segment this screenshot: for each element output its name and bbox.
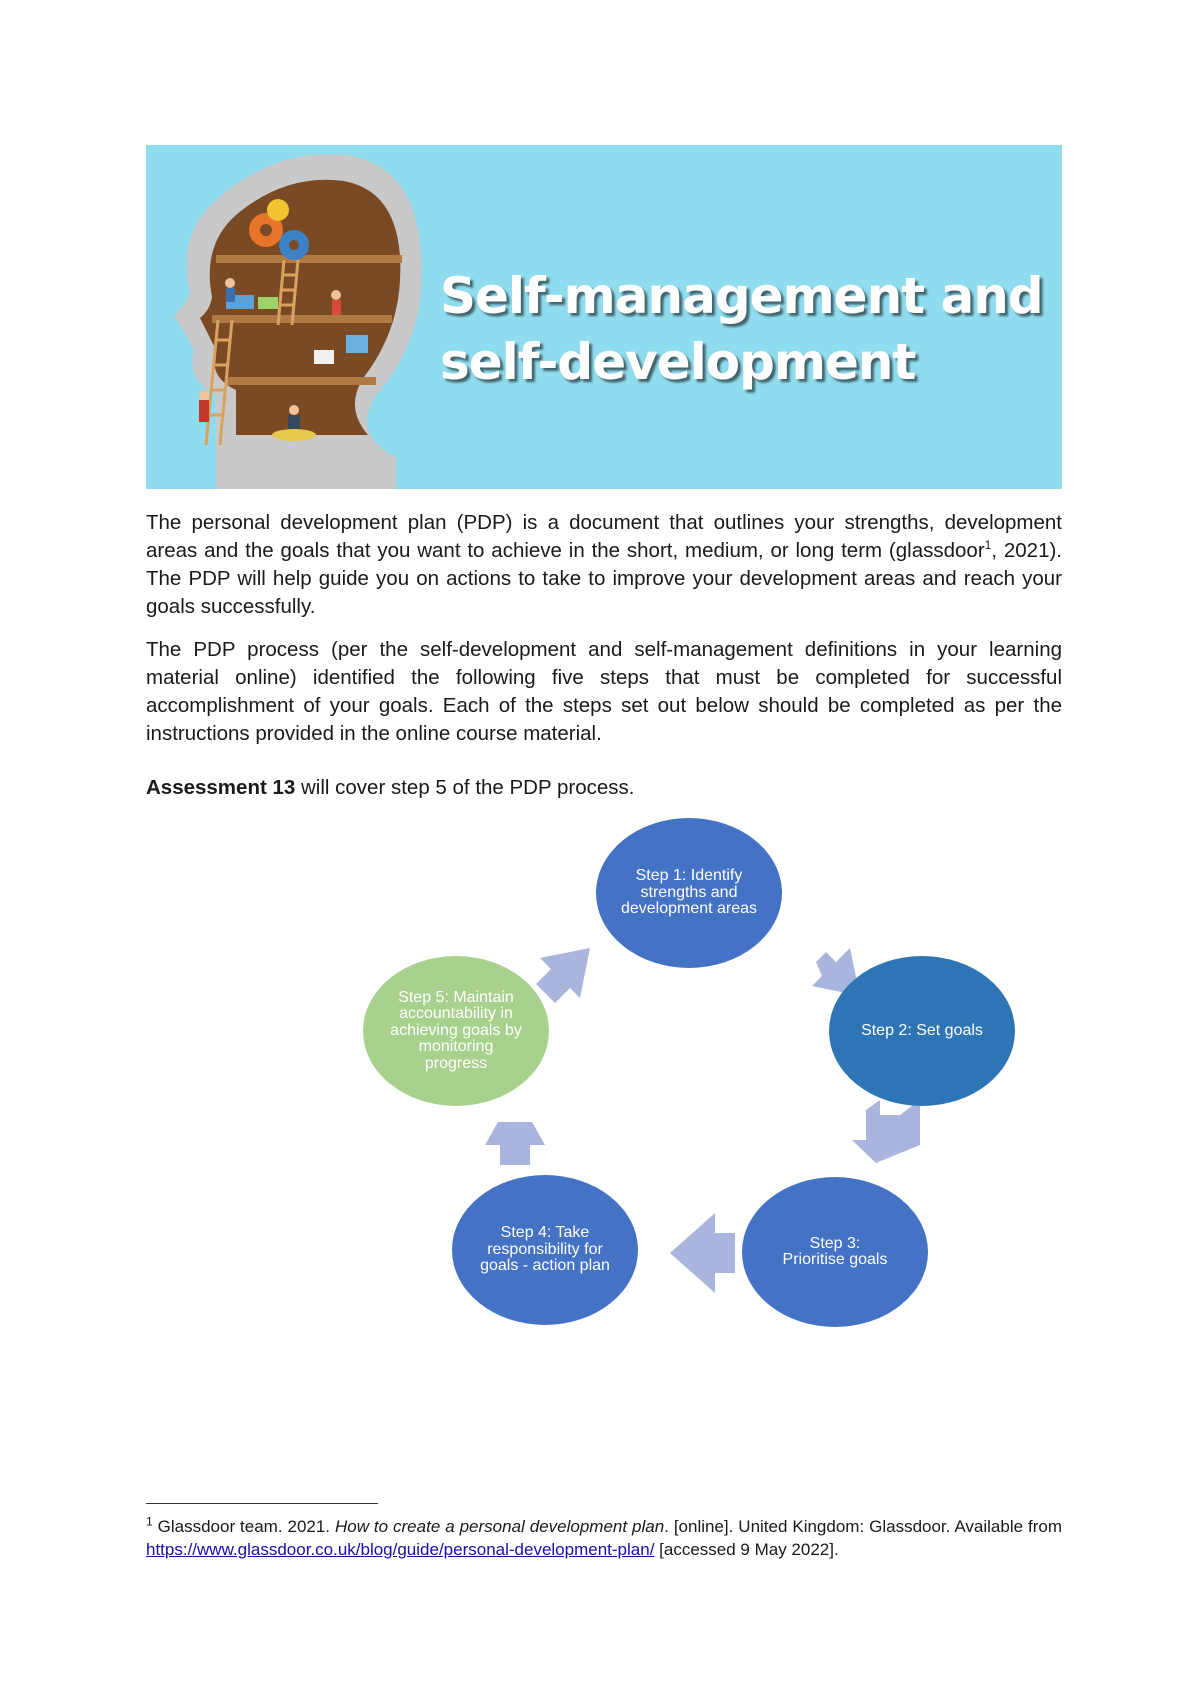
process-paragraph: The PDP process (per the self-development and self-management definitions in your learning material online) identified the following five steps that must be completed for successful accomplishment of your goals. Each of the steps set out below should be completed as per the instructions provided in the online course material.: [146, 638, 1062, 745]
footnote-ref[interactable]: 1: [984, 538, 992, 553]
footnote-title: How to create a personal development plan: [334, 1517, 665, 1536]
intro-text-start: The personal development plan (PDP) is a document that outlines your strengths, development areas and the goals that you want to achieve in the short, medium, or long term (glassdoor: [146, 511, 1062, 562]
step-2-label: Step 2: Set goals: [861, 1021, 983, 1039]
footnote-text-middle: . [online]. United Kingdom: Glassdoor. Available from: [664, 1517, 1062, 1536]
step-3-label: Step 3: Prioritise goals: [782, 1234, 888, 1268]
footnote-separator: [146, 1503, 378, 1504]
footnote-link[interactable]: https://www.glassdoor.co.uk/blog/guide/personal-development-plan/: [146, 1540, 655, 1559]
banner-title-line-1: Self-management and: [440, 267, 1043, 325]
footnote-text-end: [accessed 9 May 2022].: [654, 1540, 839, 1559]
step-1-label: Step 1: Identify strengths and development areas: [620, 867, 758, 918]
step-5-label: Step 5: Maintain accountability in achieving goals by monitoring progress: [390, 988, 522, 1072]
footnote: [146, 1515, 1062, 1561]
intro-text-end: , 2021). The PDP will help guide you on actions to take to improve your development areas and reach your goals successfully.: [146, 539, 1062, 618]
banner-title-line-2: self-development: [440, 333, 916, 391]
footnote-text-start: Glassdoor team. 2021.: [152, 1517, 335, 1536]
assessment-text: will cover step 5 of the PDP process.: [295, 776, 635, 799]
footnote-number: 1: [146, 1514, 153, 1529]
assessment-label: Assessment 13: [146, 776, 296, 799]
step-4-label: Step 4: Take responsibility for goals - action plan: [480, 1224, 610, 1275]
